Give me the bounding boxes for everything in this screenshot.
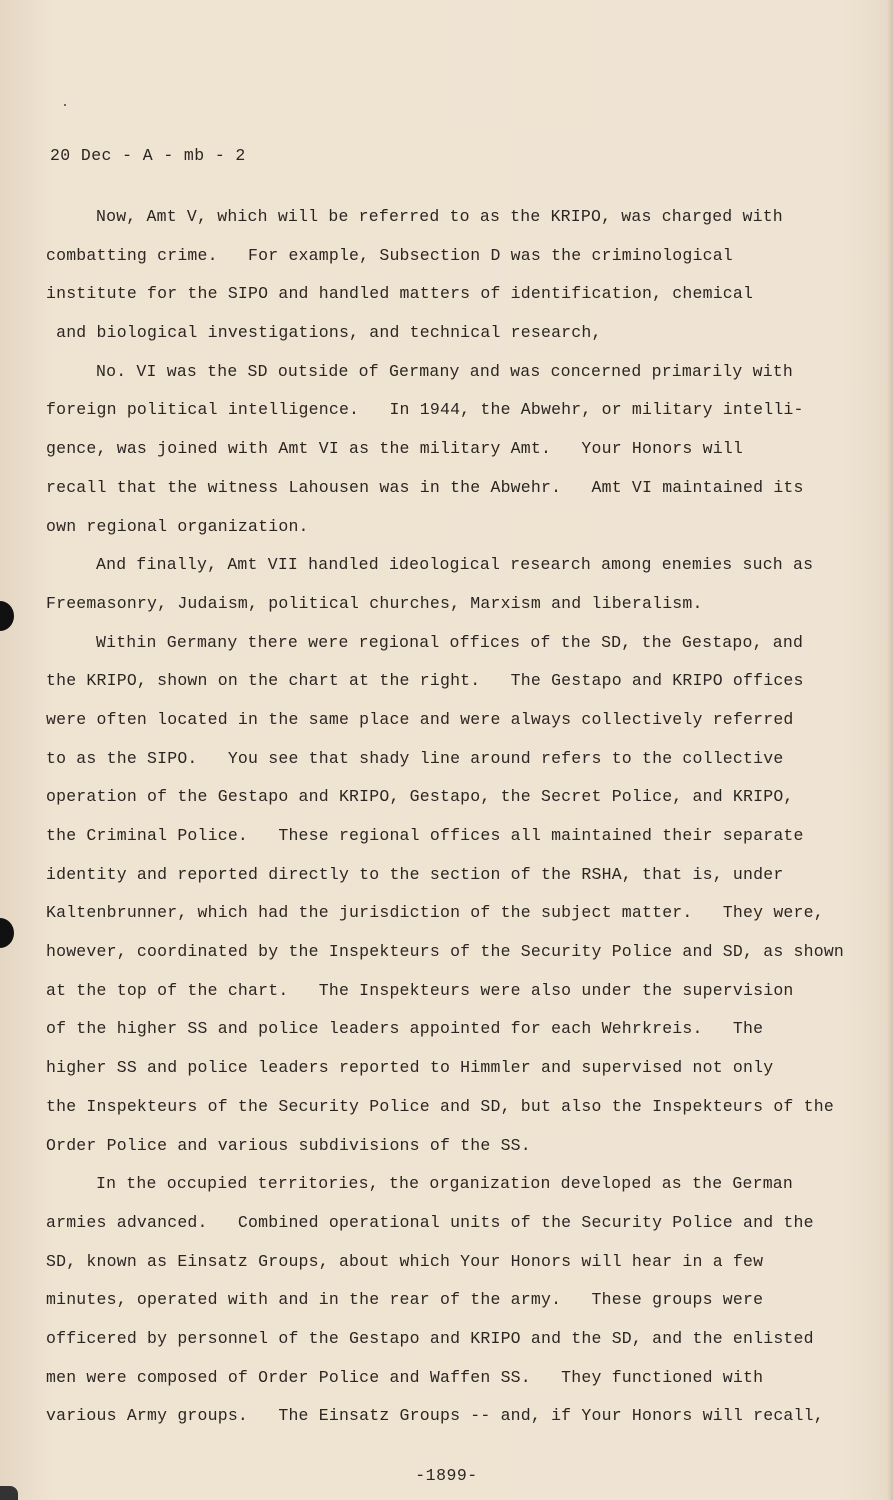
text-line: foreign political intelligence. In 1944, the Abwehr, or military intelli- [46,400,804,420]
text-line: gence, was joined with Amt VI as the military Amt. Your Honors will [46,439,744,459]
body-text [46,200,845,1438]
text-line: officered by personnel of the Gestapo and KRIPO and the SD, and the enlisted [46,1328,814,1348]
text-line: identity and reported directly to the section of the RSHA, that is, under [46,864,784,884]
text-line: Order Police and various subdivisions of the SS. [46,1135,531,1155]
paper-speck [64,104,66,106]
document-header: 20 Dec - A - mb - 2 [50,146,246,165]
text-line: own regional organization. [46,516,309,536]
text-line: the Inspekteurs of the Security Police and SD, but also the Inspekteurs of the [46,1096,834,1116]
text-line: No. VI was the SD outside of Germany and was concerned primarily with [96,361,794,381]
text-line: recall that the witness Lahousen was in the Abwehr. Amt VI maintained its [46,477,804,497]
corner-shadow [0,1486,18,1500]
text-line: however, coordinated by the Inspekteurs of the Security Police and SD, as shown [46,942,845,962]
text-line: men were composed of Order Police and Waffen SS. They functioned with [46,1367,764,1387]
text-line: Kaltenbrunner, which had the jurisdiction of the subject matter. They were, [46,903,824,923]
text-line: to as the SIPO. You see that shady line around refers to the collective [46,748,784,768]
text-line: Now, Amt V, which will be referred to as the KRIPO, was charged with [96,207,783,226]
page-number: -1899- [415,1466,478,1485]
punch-hole-lower [0,918,14,948]
text-line: Freemasonry, Judaism, political churches, Marxism and liberalism. [46,593,703,613]
text-line: and biological investigations, and technical research, [46,323,602,343]
text-line: of the higher SS and police leaders appointed for each Wehrkreis. The [46,1019,764,1039]
text-line: SD, known as Einsatz Groups, about which Your Honors will hear in a few [46,1251,764,1271]
text-line: the KRIPO, shown on the chart at the right. The Gestapo and KRIPO offices [46,671,804,691]
punch-hole-upper [0,601,14,631]
text-line: armies advanced. Combined operational units of the Security Police and the [46,1212,814,1232]
text-line: higher SS and police leaders reported to Himmler and supervised not only [46,1058,774,1078]
text-line: were often located in the same place and were always collectively referred [46,709,794,729]
text-line: the Criminal Police. These regional offices all maintained their separate [46,826,804,845]
text-line: In the occupied territories, the organization developed as the German [96,1174,794,1194]
text-line: Within Germany there were regional offices of the SD, the Gestapo, and [96,632,804,652]
text-line: at the top of the chart. The Inspekteurs were also under the supervision [46,980,794,1000]
text-line: various Army groups. The Einsatz Groups -- and, if Your Honors will recall, [46,1406,824,1426]
text-line: And finally, Amt VII handled ideological research among enemies such as [96,555,814,575]
text-line: operation of the Gestapo and KRIPO, Gestapo, the Secret Police, and KRIPO, [46,787,794,807]
text-line: institute for the SIPO and handled matters of identification, chemical [46,284,754,304]
text-line: minutes, operated with and in the rear of the army. These groups were [46,1290,764,1310]
page-edge-shadow [887,0,893,1500]
text-line: combatting crime. For example, Subsection D was the criminological [46,245,733,265]
